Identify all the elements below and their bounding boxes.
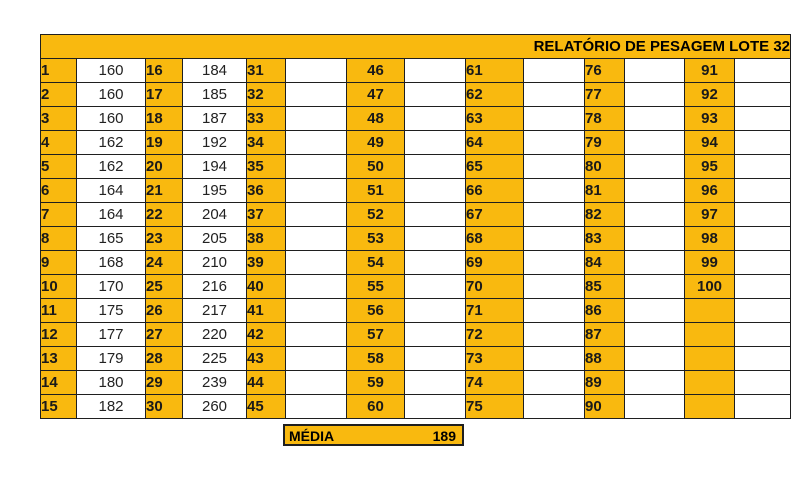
- lot-number-cell: 32: [247, 83, 286, 107]
- weight-cell: [524, 251, 585, 275]
- weight-cell: 194: [183, 155, 247, 179]
- weight-cell: [286, 203, 347, 227]
- lot-number-cell: 2: [41, 83, 77, 107]
- weight-cell: [405, 299, 466, 323]
- weight-cell: 184: [183, 59, 247, 83]
- weight-cell: 220: [183, 323, 247, 347]
- lot-number-cell: 27: [146, 323, 183, 347]
- lot-number-cell: 29: [146, 371, 183, 395]
- lot-number-cell: 70: [466, 275, 524, 299]
- lot-number-cell: 24: [146, 251, 183, 275]
- lot-number-cell: 44: [247, 371, 286, 395]
- weight-cell: [625, 227, 685, 251]
- lot-number-cell: 7: [41, 203, 77, 227]
- lot-number-cell: 54: [347, 251, 405, 275]
- weight-cell: [625, 59, 685, 83]
- lot-number-cell: 60: [347, 395, 405, 419]
- lot-number-cell: 79: [585, 131, 625, 155]
- lot-number-cell: 100: [685, 275, 735, 299]
- table-row: [41, 155, 791, 179]
- lot-number-cell: 90: [585, 395, 625, 419]
- lot-number-cell: 62: [466, 83, 524, 107]
- weight-cell: [405, 83, 466, 107]
- lot-number-cell: 77: [585, 83, 625, 107]
- lot-number-cell: 65: [466, 155, 524, 179]
- lot-number-cell: 33: [247, 107, 286, 131]
- lot-number-cell: 96: [685, 179, 735, 203]
- lot-number-cell: 80: [585, 155, 625, 179]
- weight-cell: 162: [77, 131, 146, 155]
- weight-cell: 160: [77, 83, 146, 107]
- lot-number-cell: 68: [466, 227, 524, 251]
- lot-number-cell: 55: [347, 275, 405, 299]
- weight-cell: 162: [77, 155, 146, 179]
- weight-cell: 170: [77, 275, 146, 299]
- weight-cell: [625, 179, 685, 203]
- lot-number-cell: [685, 323, 735, 347]
- lot-number-cell: 46: [347, 59, 405, 83]
- lot-number-cell: 23: [146, 227, 183, 251]
- lot-number-cell: 42: [247, 323, 286, 347]
- weight-cell: [286, 131, 347, 155]
- weight-cell: [625, 323, 685, 347]
- lot-number-cell: [685, 395, 735, 419]
- weight-cell: [625, 203, 685, 227]
- weight-cell: [735, 299, 791, 323]
- weight-cell: [524, 179, 585, 203]
- weight-cell: [735, 131, 791, 155]
- weight-cell: [625, 299, 685, 323]
- lot-number-cell: 56: [347, 299, 405, 323]
- weight-cell: [286, 59, 347, 83]
- lot-number-cell: 50: [347, 155, 405, 179]
- lot-number-cell: 92: [685, 83, 735, 107]
- weight-cell: [405, 347, 466, 371]
- weight-cell: [735, 371, 791, 395]
- table-row: [41, 251, 791, 275]
- lot-number-cell: 8: [41, 227, 77, 251]
- lot-number-cell: 14: [41, 371, 77, 395]
- lot-number-cell: 35: [247, 155, 286, 179]
- weight-cell: [405, 395, 466, 419]
- weight-cell: 210: [183, 251, 247, 275]
- lot-number-cell: [685, 371, 735, 395]
- weight-cell: [286, 371, 347, 395]
- table-row: [41, 83, 791, 107]
- lot-number-cell: 67: [466, 203, 524, 227]
- lot-number-cell: 38: [247, 227, 286, 251]
- lot-number-cell: 93: [685, 107, 735, 131]
- table-row: [41, 131, 791, 155]
- weight-cell: [625, 347, 685, 371]
- lot-number-cell: 5: [41, 155, 77, 179]
- weight-cell: [286, 83, 347, 107]
- weight-cell: 216: [183, 275, 247, 299]
- lot-number-cell: 58: [347, 347, 405, 371]
- weight-cell: [735, 251, 791, 275]
- weight-cell: [735, 227, 791, 251]
- average-value: 189: [432, 428, 456, 444]
- lot-number-cell: 16: [146, 59, 183, 83]
- weight-cell: [405, 59, 466, 83]
- weight-cell: [286, 107, 347, 131]
- lot-number-cell: 18: [146, 107, 183, 131]
- lot-number-cell: 97: [685, 203, 735, 227]
- lot-number-cell: 85: [585, 275, 625, 299]
- weight-cell: [405, 227, 466, 251]
- lot-number-cell: 6: [41, 179, 77, 203]
- lot-number-cell: 1: [41, 59, 77, 83]
- weight-cell: 164: [77, 179, 146, 203]
- weight-cell: [286, 155, 347, 179]
- weight-cell: [735, 83, 791, 107]
- lot-number-cell: 11: [41, 299, 77, 323]
- lot-number-cell: 20: [146, 155, 183, 179]
- weight-cell: 168: [77, 251, 146, 275]
- weight-cell: [735, 395, 791, 419]
- weight-cell: 180: [77, 371, 146, 395]
- weight-cell: [405, 275, 466, 299]
- lot-number-cell: 86: [585, 299, 625, 323]
- weight-cell: [735, 275, 791, 299]
- weight-cell: [735, 59, 791, 83]
- weight-cell: [286, 347, 347, 371]
- lot-number-cell: 88: [585, 347, 625, 371]
- weight-cell: [735, 323, 791, 347]
- lot-number-cell: 66: [466, 179, 524, 203]
- weight-cell: 182: [77, 395, 146, 419]
- lot-number-cell: 83: [585, 227, 625, 251]
- weight-cell: [405, 155, 466, 179]
- weight-cell: 217: [183, 299, 247, 323]
- lot-number-cell: 15: [41, 395, 77, 419]
- weight-cell: 192: [183, 131, 247, 155]
- lot-number-cell: [685, 299, 735, 323]
- weight-cell: 239: [183, 371, 247, 395]
- weight-cell: [405, 179, 466, 203]
- lot-number-cell: 98: [685, 227, 735, 251]
- weight-cell: 185: [183, 83, 247, 107]
- weight-cell: [524, 83, 585, 107]
- weight-cell: 187: [183, 107, 247, 131]
- lot-number-cell: 21: [146, 179, 183, 203]
- table-row: [41, 179, 791, 203]
- lot-number-cell: 36: [247, 179, 286, 203]
- lot-number-cell: [685, 347, 735, 371]
- lot-number-cell: 37: [247, 203, 286, 227]
- lot-number-cell: 22: [146, 203, 183, 227]
- weight-cell: [524, 299, 585, 323]
- lot-number-cell: 39: [247, 251, 286, 275]
- lot-number-cell: 19: [146, 131, 183, 155]
- weight-cell: [286, 323, 347, 347]
- lot-number-cell: 31: [247, 59, 286, 83]
- weight-cell: [524, 131, 585, 155]
- lot-number-cell: 61: [466, 59, 524, 83]
- lot-number-cell: 57: [347, 323, 405, 347]
- table-row: [41, 371, 791, 395]
- lot-number-cell: 73: [466, 347, 524, 371]
- weight-cell: [625, 371, 685, 395]
- weight-cell: [286, 227, 347, 251]
- table-row: [41, 107, 791, 131]
- table-row: [41, 395, 791, 419]
- weight-cell: [735, 347, 791, 371]
- lot-number-cell: 51: [347, 179, 405, 203]
- weight-cell: [735, 203, 791, 227]
- lot-number-cell: 91: [685, 59, 735, 83]
- lot-number-cell: 52: [347, 203, 405, 227]
- lot-number-cell: 13: [41, 347, 77, 371]
- lot-number-cell: 12: [41, 323, 77, 347]
- table-row: [41, 227, 791, 251]
- weight-cell: 205: [183, 227, 247, 251]
- weight-cell: 195: [183, 179, 247, 203]
- weight-cell: [405, 203, 466, 227]
- weight-cell: [524, 347, 585, 371]
- lot-number-cell: 48: [347, 107, 405, 131]
- lot-number-cell: 87: [585, 323, 625, 347]
- weight-cell: 175: [77, 299, 146, 323]
- weight-cell: [625, 251, 685, 275]
- table-row: [41, 203, 791, 227]
- weight-cell: 164: [77, 203, 146, 227]
- weight-cell: [625, 131, 685, 155]
- average-box: [283, 424, 464, 446]
- lot-number-cell: 81: [585, 179, 625, 203]
- lot-number-cell: 64: [466, 131, 524, 155]
- lot-number-cell: 10: [41, 275, 77, 299]
- table-row: [41, 59, 791, 83]
- lot-number-cell: 40: [247, 275, 286, 299]
- weight-cell: [735, 155, 791, 179]
- lot-number-cell: 49: [347, 131, 405, 155]
- weight-cell: 225: [183, 347, 247, 371]
- lot-number-cell: 45: [247, 395, 286, 419]
- weight-cell: [405, 107, 466, 131]
- lot-number-cell: 41: [247, 299, 286, 323]
- weight-cell: [286, 299, 347, 323]
- lot-number-cell: 63: [466, 107, 524, 131]
- weight-cell: [524, 155, 585, 179]
- weight-cell: [286, 251, 347, 275]
- lot-number-cell: 43: [247, 347, 286, 371]
- weighing-table: [40, 34, 791, 419]
- table-row: [41, 299, 791, 323]
- lot-number-cell: 99: [685, 251, 735, 275]
- weight-cell: 177: [77, 323, 146, 347]
- weighing-report-sheet: [40, 34, 791, 419]
- lot-number-cell: 53: [347, 227, 405, 251]
- weight-cell: 160: [77, 59, 146, 83]
- lot-number-cell: 74: [466, 371, 524, 395]
- lot-number-cell: 84: [585, 251, 625, 275]
- lot-number-cell: 75: [466, 395, 524, 419]
- lot-number-cell: 71: [466, 299, 524, 323]
- table-row: [41, 323, 791, 347]
- weight-cell: [286, 179, 347, 203]
- lot-number-cell: 72: [466, 323, 524, 347]
- lot-number-cell: 78: [585, 107, 625, 131]
- lot-number-cell: 94: [685, 131, 735, 155]
- weight-cell: [625, 155, 685, 179]
- weight-cell: [405, 371, 466, 395]
- lot-number-cell: 17: [146, 83, 183, 107]
- lot-number-cell: 9: [41, 251, 77, 275]
- weight-cell: 204: [183, 203, 247, 227]
- weight-cell: [524, 395, 585, 419]
- weight-cell: [524, 275, 585, 299]
- weight-cell: [524, 323, 585, 347]
- lot-number-cell: 26: [146, 299, 183, 323]
- weight-cell: [286, 275, 347, 299]
- weight-cell: [625, 83, 685, 107]
- lot-number-cell: 69: [466, 251, 524, 275]
- weight-cell: 160: [77, 107, 146, 131]
- lot-number-cell: 59: [347, 371, 405, 395]
- weight-cell: [524, 59, 585, 83]
- lot-number-cell: 34: [247, 131, 286, 155]
- lot-number-cell: 76: [585, 59, 625, 83]
- lot-number-cell: 95: [685, 155, 735, 179]
- weight-cell: [735, 179, 791, 203]
- weight-cell: 179: [77, 347, 146, 371]
- title-row: [41, 35, 791, 59]
- weight-cell: 165: [77, 227, 146, 251]
- report-title: RELATÓRIO DE PESAGEM LOTE 32: [41, 35, 791, 59]
- table-row: [41, 347, 791, 371]
- lot-number-cell: 47: [347, 83, 405, 107]
- table-row: [41, 275, 791, 299]
- weight-cell: [625, 107, 685, 131]
- lot-number-cell: 89: [585, 371, 625, 395]
- weight-cell: [405, 323, 466, 347]
- lot-number-cell: 28: [146, 347, 183, 371]
- weight-cell: [405, 251, 466, 275]
- weight-cell: [625, 275, 685, 299]
- average-label: MÉDIA: [289, 428, 335, 444]
- lot-number-cell: 30: [146, 395, 183, 419]
- lot-number-cell: 82: [585, 203, 625, 227]
- weight-cell: [524, 371, 585, 395]
- weight-cell: [524, 203, 585, 227]
- weight-cell: [735, 107, 791, 131]
- weight-cell: 260: [183, 395, 247, 419]
- lot-number-cell: 4: [41, 131, 77, 155]
- weight-cell: [524, 107, 585, 131]
- weight-cell: [625, 395, 685, 419]
- weight-cell: [405, 131, 466, 155]
- weight-cell: [286, 395, 347, 419]
- lot-number-cell: 25: [146, 275, 183, 299]
- lot-number-cell: 3: [41, 107, 77, 131]
- weight-cell: [524, 227, 585, 251]
